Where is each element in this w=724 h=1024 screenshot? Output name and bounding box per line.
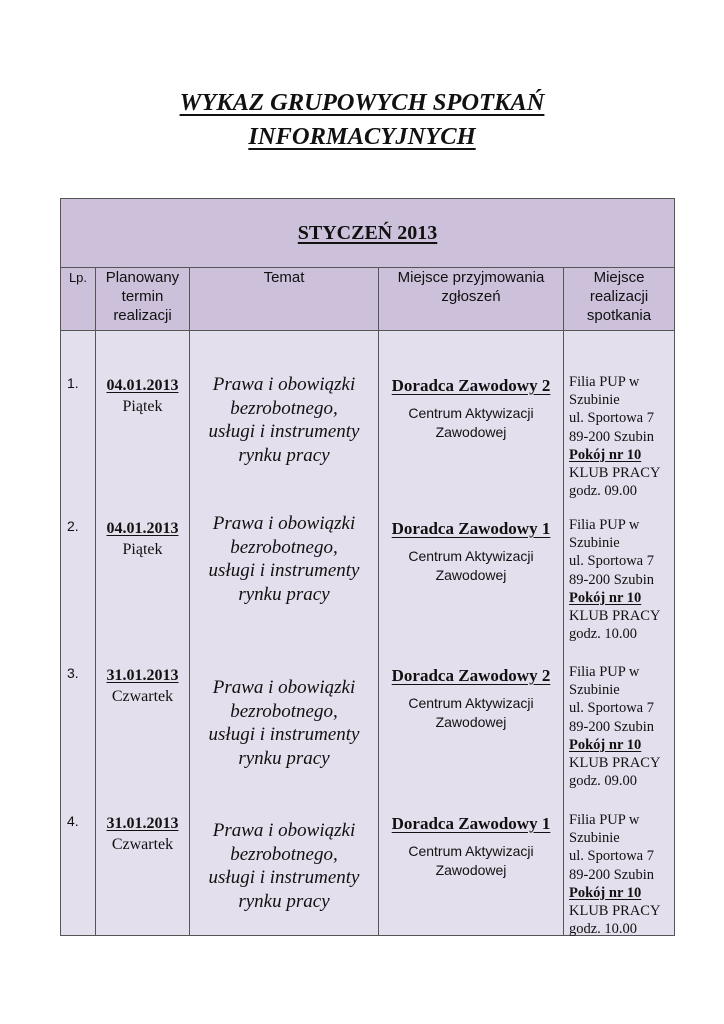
topic-line: Prawa i obowiązki <box>212 374 356 395</box>
month-label: STYCZEŃ 2013 <box>297 221 438 244</box>
topic-line: usługi i instrumenty <box>208 560 360 581</box>
entry-day: Piątek <box>122 541 163 558</box>
entries-body <box>61 331 675 936</box>
venue-line: Filia PUP w <box>569 517 640 533</box>
entry-day: Czwartek <box>111 688 174 705</box>
topic-line: rynku pracy <box>238 444 330 466</box>
document-title <box>0 86 724 154</box>
venue-line: Szubinie <box>569 682 620 699</box>
advisor-name: Doradca Zawodowy 2 <box>391 376 551 395</box>
venue-line: 89-200 Szubin <box>569 571 654 588</box>
center-name <box>379 547 563 585</box>
center-name <box>379 404 563 442</box>
center-line: Centrum Aktywizacji <box>408 695 534 711</box>
entry-date: 31.01.2013 <box>106 815 179 832</box>
venue-line: Szubinie <box>569 830 620 847</box>
center-line: Zawodowej <box>435 567 507 583</box>
month-header <box>61 199 675 268</box>
title-line-2: INFORMACYJNYCH <box>248 123 476 150</box>
entry-date: 04.01.2013 <box>106 377 179 394</box>
venue-line: ul. Sportowa 7 <box>569 700 654 717</box>
venue-line: ul. Sportowa 7 <box>569 553 654 570</box>
topic-line: Prawa i obowiązki <box>212 513 356 534</box>
venue-line: ul. Sportowa 7 <box>569 848 654 865</box>
venue-line: Szubinie <box>569 535 620 552</box>
entry-venue <box>564 811 674 938</box>
topic-line: rynku pracy <box>238 890 330 912</box>
venue-club: KLUB PRACY <box>569 608 661 625</box>
entry-registration <box>379 519 563 585</box>
advisor-name: Doradca Zawodowy 1 <box>391 519 551 538</box>
entry-number: 3. <box>67 665 79 681</box>
center-line: Zawodowej <box>435 424 507 440</box>
venue-time: godz. 10.00 <box>569 921 638 938</box>
entry-topic <box>190 373 378 467</box>
entry-number: 2. <box>67 518 79 534</box>
center-line: Zawodowej <box>435 862 507 878</box>
entry-number: 4. <box>67 813 79 829</box>
column-date <box>96 331 190 936</box>
topic-line: bezrobotnego, <box>230 700 338 722</box>
topic-line: rynku pracy <box>238 583 330 605</box>
entry-topic <box>190 676 378 770</box>
topic-line: Prawa i obowiązki <box>212 820 356 841</box>
entry-date: 04.01.2013 <box>106 520 179 537</box>
entry-term <box>96 665 189 707</box>
venue-club: KLUB PRACY <box>569 465 661 482</box>
entry-topic <box>190 819 378 913</box>
column-headers <box>61 268 675 331</box>
center-name <box>379 842 563 880</box>
venue-line: Filia PUP w <box>569 812 640 828</box>
title-line-1: WYKAZ GRUPOWYCH SPOTKAŃ <box>179 89 545 116</box>
topic-line: bezrobotnego, <box>230 843 338 865</box>
topic-line: rynku pracy <box>238 747 330 769</box>
venue-line: Filia PUP w <box>569 664 640 680</box>
venue-line: Filia PUP w <box>569 374 640 390</box>
venue-line: 89-200 Szubin <box>569 718 654 735</box>
entry-number: 1. <box>67 375 79 391</box>
center-name <box>379 694 563 732</box>
entry-venue <box>564 373 674 500</box>
venue-time: godz. 09.00 <box>569 483 638 500</box>
entry-topic <box>190 512 378 606</box>
center-line: Centrum Aktywizacji <box>408 548 534 564</box>
topic-line: usługi i instrumenty <box>208 724 360 745</box>
advisor-name: Doradca Zawodowy 1 <box>391 814 551 833</box>
venue-line: Szubinie <box>569 392 620 409</box>
entry-registration <box>379 814 563 880</box>
venue-room: Pokój nr 10 <box>569 589 642 606</box>
entry-venue <box>564 516 674 643</box>
topic-line: usługi i instrumenty <box>208 421 360 442</box>
entry-venue <box>564 663 674 790</box>
venue-room: Pokój nr 10 <box>569 736 642 753</box>
column-topic <box>190 331 379 936</box>
entry-day: Piątek <box>122 398 163 415</box>
entry-date: 31.01.2013 <box>106 667 179 684</box>
venue-time: godz. 10.00 <box>569 626 638 643</box>
header-lp: Lp. <box>61 268 96 331</box>
venue-line: 89-200 Szubin <box>569 866 654 883</box>
center-line: Centrum Aktywizacji <box>408 843 534 859</box>
entry-registration <box>379 376 563 442</box>
venue-club: KLUB PRACY <box>569 903 661 920</box>
column-venue <box>564 331 675 936</box>
column-registration <box>379 331 564 936</box>
venue-club: KLUB PRACY <box>569 755 661 772</box>
topic-line: bezrobotnego, <box>230 536 338 558</box>
topic-line: Prawa i obowiązki <box>212 677 356 698</box>
topic-line: bezrobotnego, <box>230 397 338 419</box>
header-venue: Miejsce realizacji spotkania <box>564 268 675 331</box>
entry-term <box>96 375 189 417</box>
venue-room: Pokój nr 10 <box>569 446 642 463</box>
header-topic: Temat <box>190 268 379 331</box>
entry-term <box>96 813 189 855</box>
entry-day: Czwartek <box>111 836 174 853</box>
advisor-name: Doradca Zawodowy 2 <box>391 666 551 685</box>
schedule-table <box>60 198 675 936</box>
venue-time: godz. 09.00 <box>569 773 638 790</box>
center-line: Zawodowej <box>435 714 507 730</box>
header-registration: Miejsce przyjmowania zgłoszeń <box>379 268 564 331</box>
center-line: Centrum Aktywizacji <box>408 405 534 421</box>
entry-term <box>96 518 189 560</box>
venue-room: Pokój nr 10 <box>569 884 642 901</box>
venue-line: ul. Sportowa 7 <box>569 410 654 427</box>
header-term: Planowany termin realizacji <box>96 268 190 331</box>
venue-line: 89-200 Szubin <box>569 428 654 445</box>
entry-registration <box>379 666 563 732</box>
column-lp <box>61 331 96 936</box>
topic-line: usługi i instrumenty <box>208 867 360 888</box>
